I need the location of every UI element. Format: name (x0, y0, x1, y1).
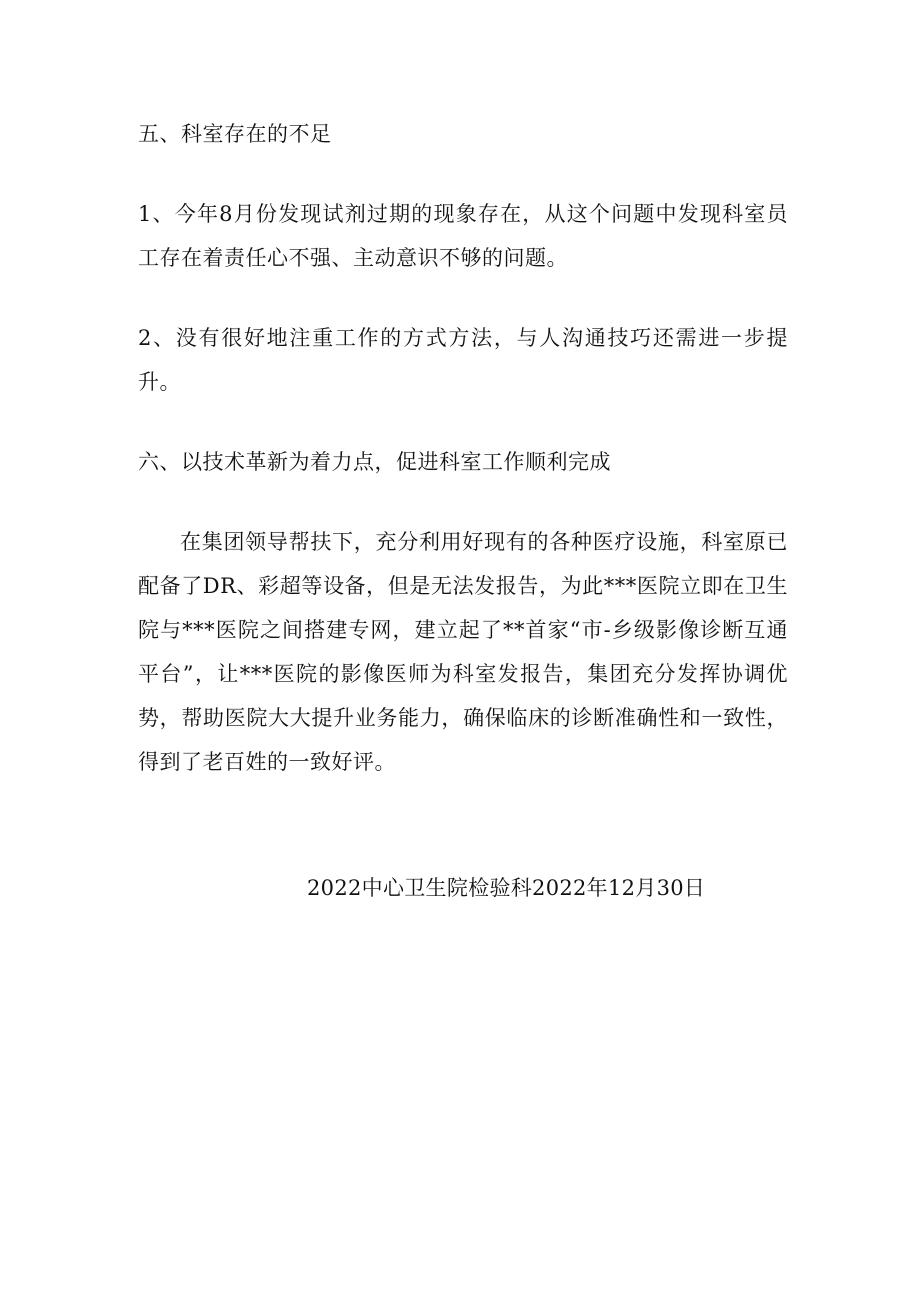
signature-line: 2022中心卫生院检验科2022年12月30日 (307, 876, 706, 900)
paragraph-item-1: 1、今年8月份发现试剂过期的现象存在，从这个问题中发现科室员工存在着责任心不强、主动意识不够的问题。 (138, 202, 788, 270)
section-heading-5: 五、科室存在的不足 (138, 122, 332, 146)
document-body (138, 112, 788, 784)
paragraph-item-2: 2、没有很好地注重工作的方式方法，与人沟通技巧还需进一步提升。 (138, 326, 788, 394)
paragraph-section-6-body: 在集团领导帮扶下，充分利用好现有的各种医疗设施，科室原已配备了DR、彩超等设备，但是无法发报告，为此***医院立即在卫生院与***医院之间搭建专网，建立起了**首家“市-乡级影像诊断互通平台”，让***医院的影像医师为科室发报告，集团充分发挥协调优势，帮助医院大大提升业务能力，确保临床的诊断准确性和一致性，得到了老百姓的一致好评。 (138, 530, 788, 774)
section-heading-6: 六、以技术革新为着力点，促进科室工作顺利完成 (138, 450, 611, 474)
